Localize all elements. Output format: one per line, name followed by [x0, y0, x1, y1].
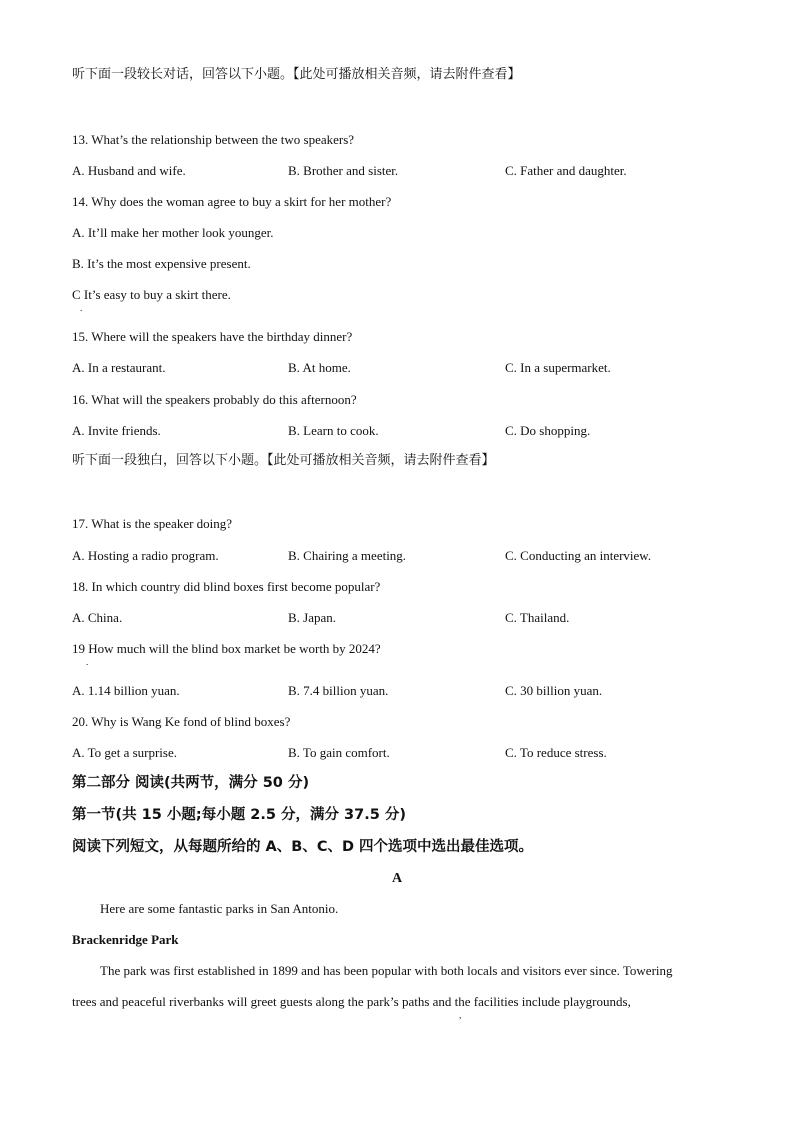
stray-dot: .: [80, 303, 83, 313]
question-14-stem: 14. Why does the woman agree to buy a skirt for her mother?: [72, 194, 392, 209]
question-13-option-c: C. Father and daughter.: [505, 163, 627, 178]
listening-intro-2: 听下面一段独白，回答以下小题。【此处可播放相关音频，请去附件查看】: [72, 453, 495, 468]
question-16-option-b: B. Learn to cook.: [288, 423, 379, 438]
question-14-option-b: B. It’s the most expensive present.: [72, 256, 251, 271]
stray-dot: .: [86, 657, 89, 667]
question-18-option-a: A. China.: [72, 610, 123, 625]
question-13-option-a: A. Husband and wife.: [72, 163, 186, 178]
question-17-option-a: A. Hosting a radio program.: [72, 548, 219, 563]
question-15-stem: 15. Where will the speakers have the birthday dinner?: [72, 329, 353, 344]
passage-intro: Here are some fantastic parks in San Antonio.: [100, 901, 339, 916]
question-17-option-b: B. Chairing a meeting.: [288, 548, 407, 563]
question-16-stem: 16. What will the speakers probably do this afternoon?: [72, 392, 357, 407]
paragraph-line-1: The park was first established in 1899 and has been popular with both locals and visitors ever since. Towering: [100, 963, 673, 978]
passage-letter: A: [391, 871, 403, 886]
question-17-stem: 17. What is the speaker doing?: [72, 516, 233, 531]
question-20-stem: 20. Why is Wang Ke fond of blind boxes?: [72, 714, 291, 729]
question-13-option-b: B. Brother and sister.: [288, 163, 399, 178]
listening-intro-1: 听下面一段较长对话，回答以下小题。【此处可播放相关音频，请去附件查看】: [72, 67, 521, 82]
question-19-stem: 19 How much will the blind box market be worth by 2024?: [72, 641, 381, 656]
question-17-option-c: C. Conducting an interview.: [505, 548, 652, 563]
question-19-option-b: B. 7.4 billion yuan.: [288, 683, 389, 698]
question-15-option-c: C. In a supermarket.: [505, 360, 611, 375]
question-15-option-b: B. At home.: [288, 360, 351, 375]
question-13-stem: 13. What’s the relationship between the two speakers?: [72, 132, 355, 147]
park-heading: Brackenridge Park: [72, 932, 179, 947]
question-16-option-c: C. Do shopping.: [505, 423, 591, 438]
question-19-option-c: C. 30 billion yuan.: [505, 683, 603, 698]
question-20-option-c: C. To reduce stress.: [505, 745, 607, 760]
stray-dot: ,: [459, 1010, 462, 1020]
question-14-option-c: C It’s easy to buy a skirt there.: [72, 287, 231, 302]
section1-title: 第一节(共 15 小题;每小题 2.5 分，满分 37.5 分): [72, 807, 406, 823]
question-19-option-a: A. 1.14 billion yuan.: [72, 683, 180, 698]
question-18-option-c: C. Thailand.: [505, 610, 570, 625]
question-18-stem: 18. In which country did blind boxes first become popular?: [72, 579, 381, 594]
reading-instruction: 阅读下列短文，从每题所给的 A、B、C、D 四个选项中选出最佳选项。: [72, 839, 534, 855]
question-20-option-a: A. To get a surprise.: [72, 745, 177, 760]
part2-title: 第二部分 阅读(共两节，满分 50 分): [72, 775, 310, 791]
paragraph-line-2: trees and peaceful riverbanks will greet guests along the park’s paths and the facilities include playgrounds,: [72, 994, 631, 1009]
question-15-option-a: A. In a restaurant.: [72, 360, 166, 375]
question-18-option-b: B. Japan.: [288, 610, 337, 625]
question-14-option-a: A. It’ll make her mother look younger.: [72, 225, 274, 240]
question-20-option-b: B. To gain comfort.: [288, 745, 390, 760]
question-16-option-a: A. Invite friends.: [72, 423, 161, 438]
